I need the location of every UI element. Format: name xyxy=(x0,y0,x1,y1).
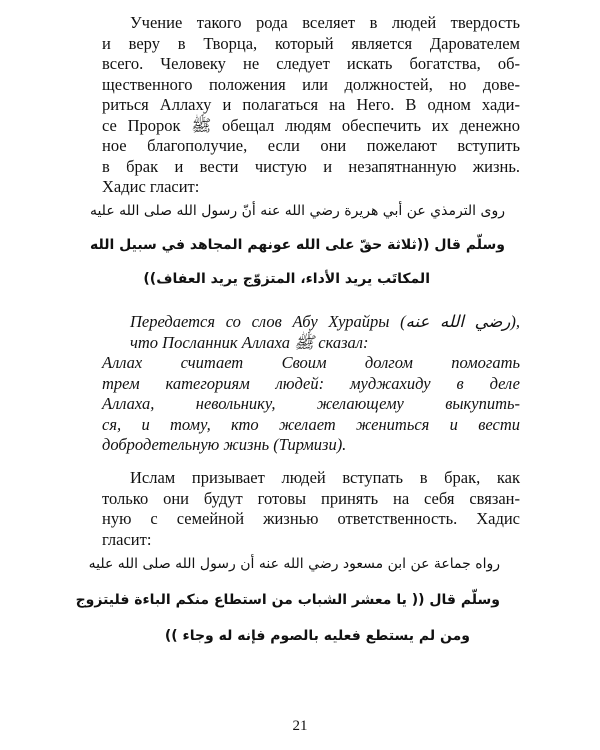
text-line: Ислам призывает людей вступать в брак, как xyxy=(130,468,520,487)
text-line: ную с семейной жизнью ответственность. Хадис xyxy=(102,509,520,528)
text-line: Аллаха, невольнику, желающему выкупить- xyxy=(102,394,520,413)
paragraph-marriage xyxy=(102,468,520,550)
hadith-1-line-1: روى الترمذي عن أبي هريرة رضي الله عنه أنّ رسول الله صلى الله عليه xyxy=(89,203,505,219)
text-line: только они будут готовы принять на себя связан- xyxy=(102,488,520,508)
text-line: что Посланник Аллаха ﷺ сказал: xyxy=(130,332,369,352)
text-line: се Пророк ﷺ обещал людям обеспечить их денежно xyxy=(102,115,520,135)
text-line: Учение такого рода вселяет в людей твердость xyxy=(130,13,520,32)
hadith-2-line-1: رواه جماعة عن ابن مسعود رضي الله عنه أن رسول الله صلى الله عليه xyxy=(88,556,500,572)
hadith-2-line-2: وسلّم قال (( يا معشر الشباب من استطاع منكم الباءة فليتزوج xyxy=(75,592,500,608)
text-line: в брак и вести чистую и незапятнанную жизнь. xyxy=(102,156,520,176)
hadith-1-line-3: المكاتَب يريد الأداء، المتزوّج يريد العفاف)) xyxy=(143,271,430,287)
text-line: щественного положения или должностей, но дове- xyxy=(102,74,520,94)
text-line: трем категориям людей: муджахиду в деле xyxy=(102,373,520,393)
text-line: ное благополучие, если они пожелают вступить xyxy=(102,136,520,155)
text-line: всего. Человеку не следует искать богатства, об- xyxy=(102,54,520,73)
paragraph-translation xyxy=(102,312,520,456)
page-number: 21 xyxy=(292,718,308,734)
hadith-2-line-3: ومن لم يستطع فعليه بالصوم فإنه له وجاء )) xyxy=(164,628,470,644)
hadith-1-line-2: وسلّم قال ((ثلاثة حقّ على الله عونهم المجاهد في سبيل الله xyxy=(89,237,505,253)
text-line: и веру в Творца, который является Дарователем xyxy=(102,33,520,53)
text-line: Хадис гласит: xyxy=(102,177,200,196)
text-line: риться Аллаху и полагаться на Него. В одном хади- xyxy=(102,95,520,114)
text-line: ся, и тому, кто желает жениться и вести xyxy=(102,414,520,434)
text-line: добродетельную жизнь (Тирмизи). xyxy=(102,435,347,454)
text-line: Передается со слов Абу Хурайры (رضي الله عنه), xyxy=(130,312,520,331)
text-line: гласит: xyxy=(102,529,152,549)
paragraph-intro xyxy=(102,13,520,198)
text-line: Аллах считает Своим долгом помогать xyxy=(102,353,520,372)
